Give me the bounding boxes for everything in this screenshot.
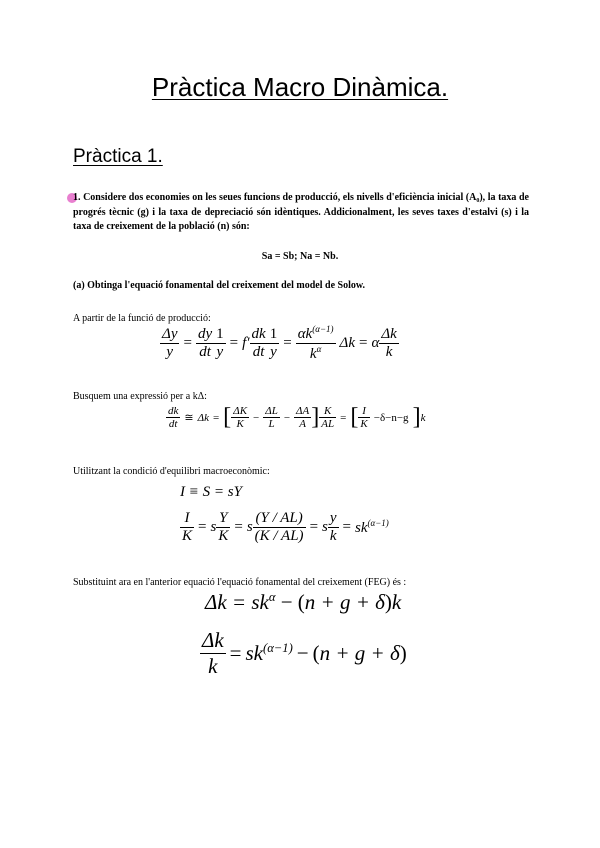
section-title: Pràctica 1. — [73, 146, 163, 167]
equation-capital-change: $\frac{dk}{dt}$ ≅ Δk = [ $\frac{\Delta K}{K}$ − $\frac{\Delta L}{L}$ − $\frac{\Delta A}{A}$ ] $\frac{K}{AL}$ = [ $\frac{I}{K}$ −δ−n−g ] k — [168, 403, 426, 431]
equation-investment-ratio: $\frac{I}{K}$ = s $\frac{Y}{K}$ = s $\frac{(Y / AL)}{(K / AL)}$ = s $\frac{y}{k}$ = $sk^{(\alpha-1)}$ — [182, 510, 389, 544]
part-a-heading: (a) Obtinga l'equació fonamental del creixement del model de Solow. — [73, 280, 366, 291]
step-feg-text: Substituint ara en l'anterior equació l'equació fonamental del creixement (FEG) és : — [73, 577, 407, 588]
equation-growth-output: $\frac{\Delta y}{y}$ = $\frac{dy}{dt}$ $\frac{1}{y}$ = f′ $\frac{dk}{dt}$ $\frac{1}{y}$ = $\frac{\alpha k^{(\alpha-1)}}{k^\alpha}$ Δk = α $\frac{\Delta k}{k}$ — [162, 324, 397, 362]
step-equilibrium-text: Utilitzant la condició d'equilibri macroeconòmic: — [73, 466, 270, 477]
equation-equilibrium: I ≡ S = sY — [180, 484, 242, 500]
page-title: Pràctica Macro Dinàmica. — [151, 72, 449, 102]
condition-equation: Sa = Sb; Na = Nb. — [261, 251, 339, 262]
step-production-text: A partir de la funció de producció: — [73, 313, 211, 324]
intro-paragraph: 1. Considere dos economies on les seues funcions de producció, els nivells d'eficiència inicial (A₀), la taxa de progrés tècnic (g) i la taxa de depreciació són idèntiques. Addicionalment, les seves taxes d'estalvi (s) i la taxa de creixement de la població (n) són: — [73, 192, 529, 232]
equation-feg-relative: $\frac{\Delta k}{k}$ = $sk^{(\alpha-1)}$ − (n + g + δ) — [202, 628, 407, 678]
step-kdelta-text: Busquem una expressió per a kΔ: — [73, 391, 207, 402]
equation-feg-absolute: $\Delta k = sk^\alpha - (n + g + \delta)k$ — [205, 590, 402, 614]
